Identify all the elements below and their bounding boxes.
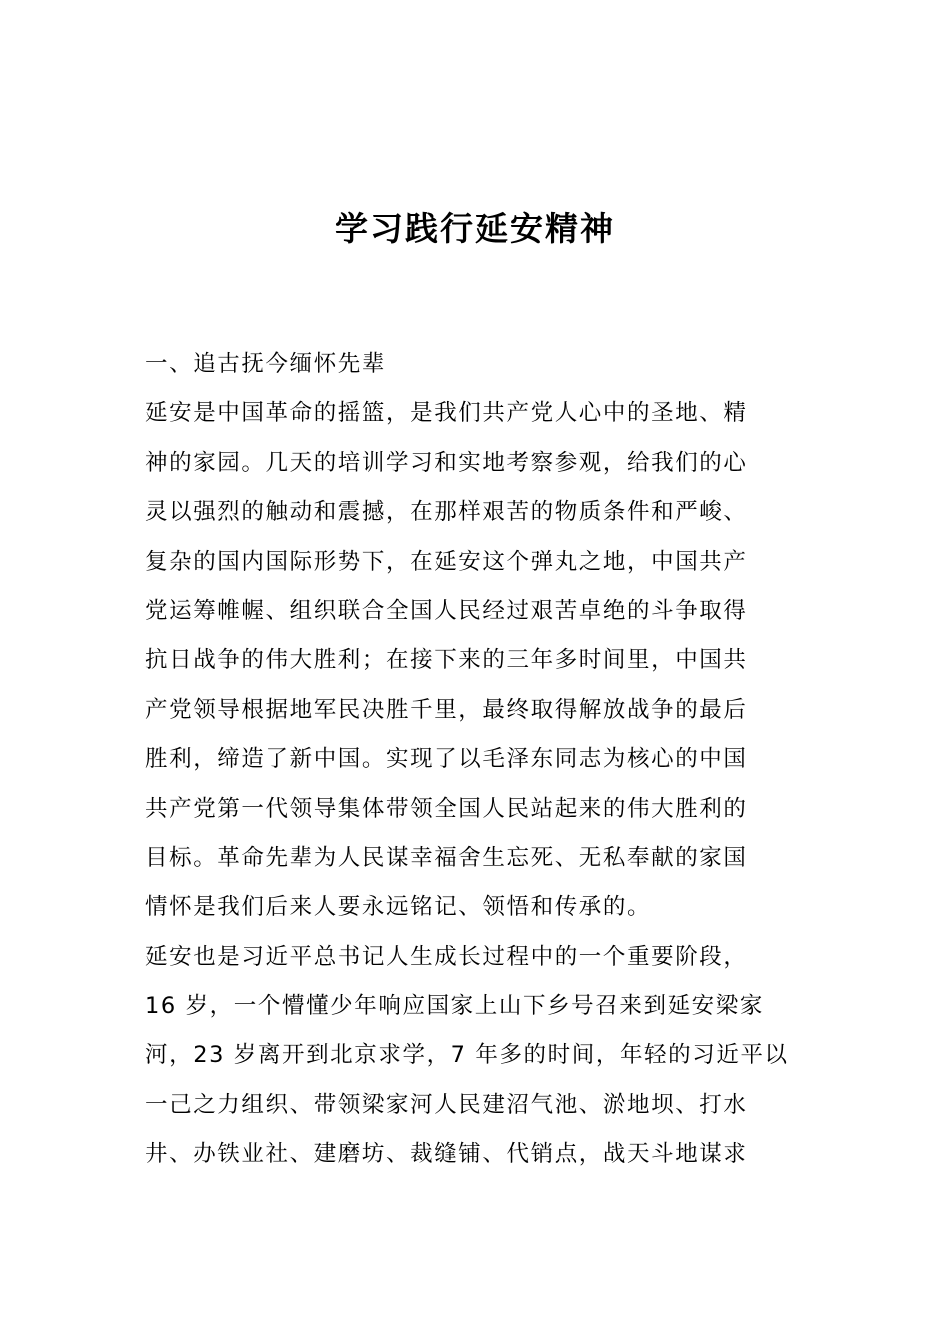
paragraph-line: 目标。革命先辈为人民谋幸福舍生忘死、无私奉献的家国 <box>145 844 748 871</box>
paragraph-line: 情怀是我们后来人要永远铭记、领悟和传承的。 <box>145 894 652 921</box>
paragraph-line: 党运筹帷幄、组织联合全国人民经过艰苦卓绝的斗争取得 <box>145 597 748 624</box>
paragraph-line: 16 岁，一个懵懂少年响应国家上山下乡号召来到延安梁家 <box>145 993 764 1020</box>
paragraph-line: 延安是中国革命的摇篮，是我们共产党人心中的圣地、精 <box>145 400 748 427</box>
paragraph-line: 一己之力组织、带领梁家河人民建沼气池、淤地坝、打水 <box>145 1091 748 1118</box>
paragraph-line: 复杂的国内国际形势下，在延安这个弹丸之地，中国共产 <box>145 548 748 575</box>
paragraph-line: 抗日战争的伟大胜利；在接下来的三年多时间里，中国共 <box>145 647 748 674</box>
paragraph-line: 河，23 岁离开到北京求学，7 年多的时间，年轻的习近平以 <box>145 1042 789 1069</box>
paragraph-line: 灵以强烈的触动和震撼，在那样艰苦的物质条件和严峻、 <box>145 499 748 526</box>
document-title: 学习践行延安精神 <box>335 209 615 248</box>
paragraph-line: 延安也是习近平总书记人生成长过程中的一个重要阶段， <box>145 943 748 970</box>
paragraph-line: 产党领导根据地军民决胜千里，最终取得解放战争的最后 <box>145 696 748 723</box>
document-body <box>145 340 845 1180</box>
paragraph-line: 共产党第一代领导集体带领全国人民站起来的伟大胜利的 <box>145 795 748 822</box>
paragraph-line: 胜利，缔造了新中国。实现了以毛泽东同志为核心的中国 <box>145 746 748 773</box>
paragraph-line: 井、办铁业社、建磨坊、裁缝铺、代销点，战天斗地谋求 <box>145 1141 748 1168</box>
paragraph-line: 神的家园。几天的培训学习和实地考察参观，给我们的心 <box>145 449 748 476</box>
section-heading: 一、追古抚今缅怀先辈 <box>145 351 387 377</box>
